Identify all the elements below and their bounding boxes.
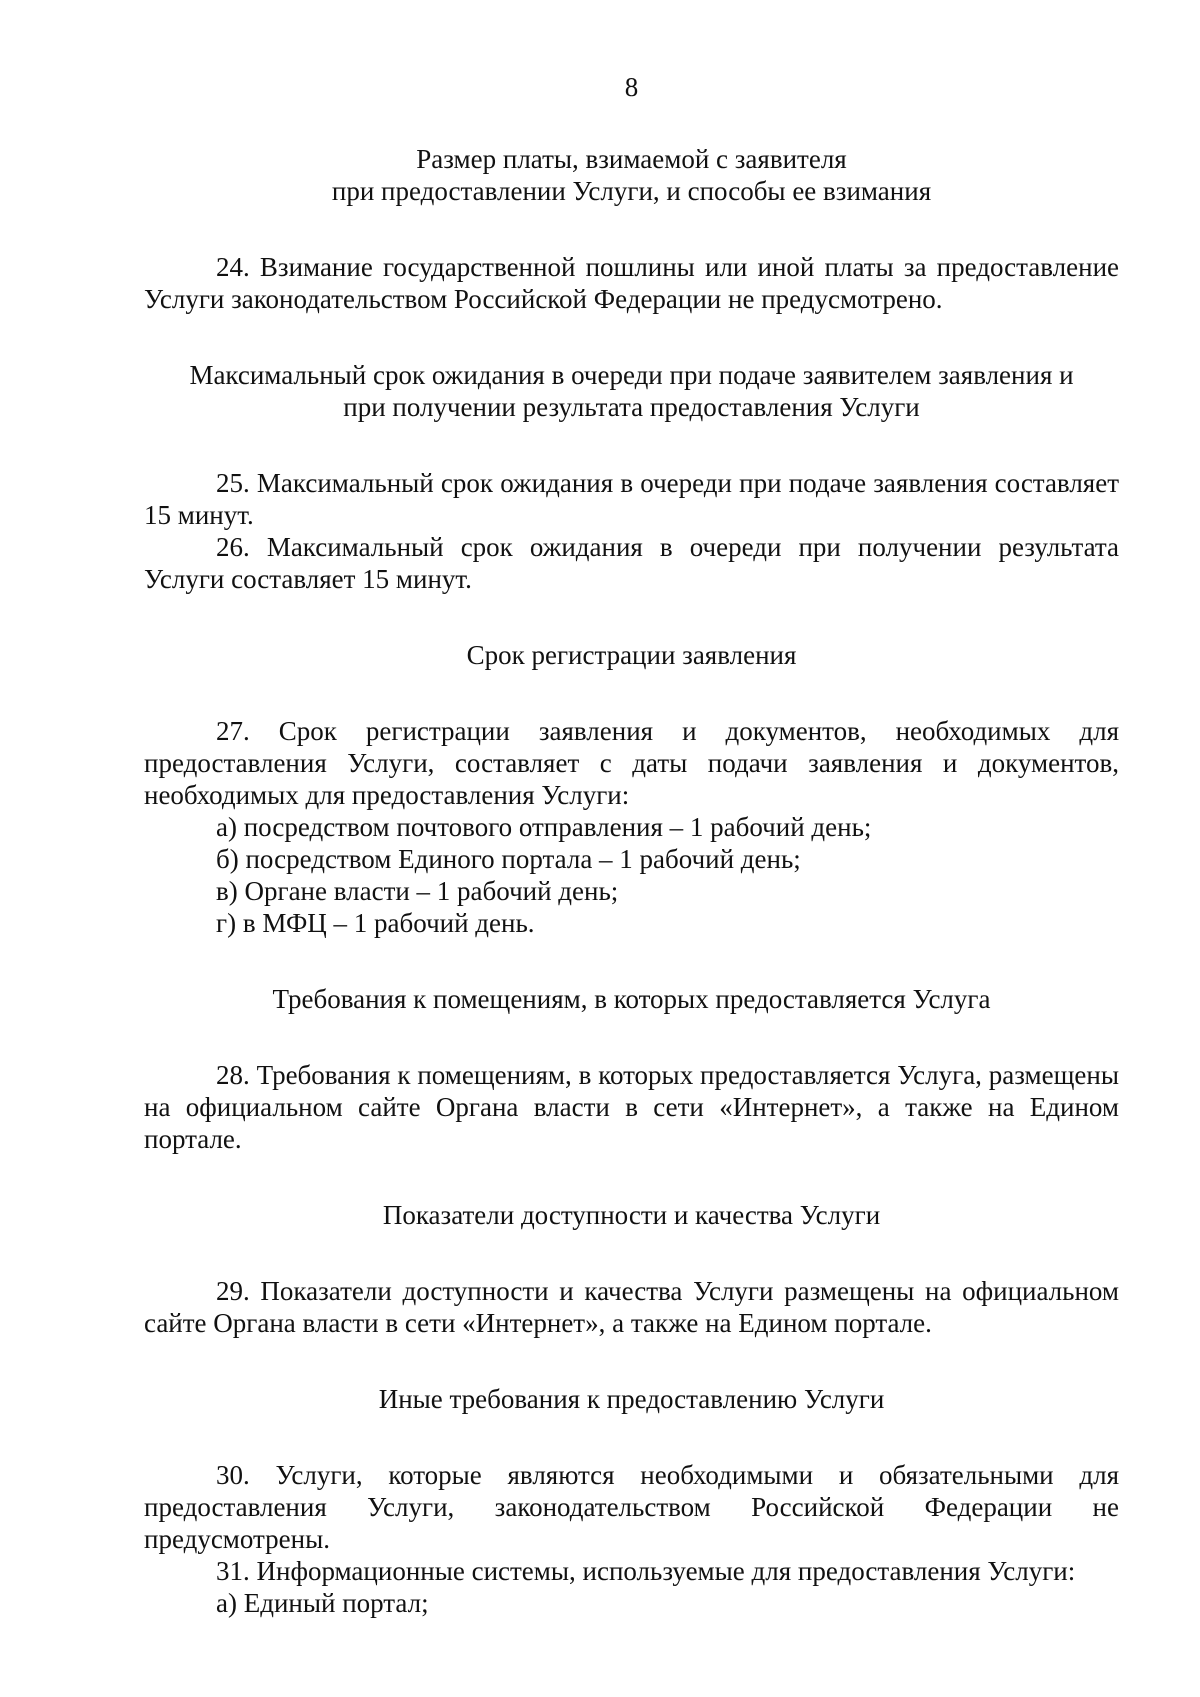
paragraph-30: 30. Услуги, которые являются необходимыми и обязательными для предоставления Услуги, законодательством Российской Федерации не предусмотрены. xyxy=(144,1460,1119,1554)
paragraph-31: 31. Информационные системы, используемые для предоставления Услуги: xyxy=(216,1556,1076,1586)
heading-registration xyxy=(144,639,1119,671)
heading-queue xyxy=(144,359,1119,423)
heading-line: Срок регистрации заявления xyxy=(466,640,797,670)
paragraph-26: 26. Максимальный срок ожидания в очереди при получении результата Услуги составляет 15 минут. xyxy=(144,532,1119,594)
heading-line: Размер платы, взимаемой с заявителя xyxy=(416,144,847,174)
paragraph-24: 24. Взимание государственной пошлины или иной платы за предоставление Услуги законодательством Российской Федерации не предусмотрено. xyxy=(144,252,1119,314)
list-item: а) посредством почтового отправления – 1 рабочий день; xyxy=(216,812,872,842)
page-number: 8 xyxy=(624,72,639,102)
list-item: б) посредством Единого портала – 1 рабочий день; xyxy=(216,844,801,874)
list-item: а) Единый портал; xyxy=(216,1588,429,1618)
heading-line: Показатели доступности и качества Услуги xyxy=(382,1200,881,1230)
heading-line: Максимальный срок ожидания в очереди при подаче заявителем заявления и xyxy=(189,360,1074,390)
heading-line: Иные требования к предоставлению Услуги xyxy=(378,1384,885,1414)
heading-line: при предоставлении Услуги, и способы ее взимания xyxy=(331,176,932,206)
paragraph-25: 25. Максимальный срок ожидания в очереди при подаче заявления составляет 15 минут. xyxy=(144,468,1119,530)
heading-quality xyxy=(144,1199,1119,1231)
heading-fee xyxy=(144,143,1119,207)
list-item: г) в МФЦ – 1 рабочий день. xyxy=(216,908,535,938)
heading-other xyxy=(144,1383,1119,1415)
paragraph-29: 29. Показатели доступности и качества Услуги размещены на официальном сайте Органа власти в сети «Интернет», а также на Едином портале. xyxy=(144,1276,1119,1338)
list-item: в) Органе власти – 1 рабочий день; xyxy=(216,876,619,906)
heading-line: Требования к помещениям, в которых предоставляется Услуга xyxy=(272,984,991,1014)
paragraph-27: 27. Срок регистрации заявления и документов, необходимых для предоставления Услуги, составляет с даты подачи заявления и документов, необходимых для предоставления Услуги: xyxy=(144,716,1119,810)
heading-line: при получении результата предоставления Услуги xyxy=(343,392,920,422)
paragraph-28: 28. Требования к помещениям, в которых предоставляется Услуга, размещены на официальном сайте Органа власти в сети «Интернет», а также на Едином портале. xyxy=(144,1060,1119,1154)
heading-premises xyxy=(144,983,1119,1015)
